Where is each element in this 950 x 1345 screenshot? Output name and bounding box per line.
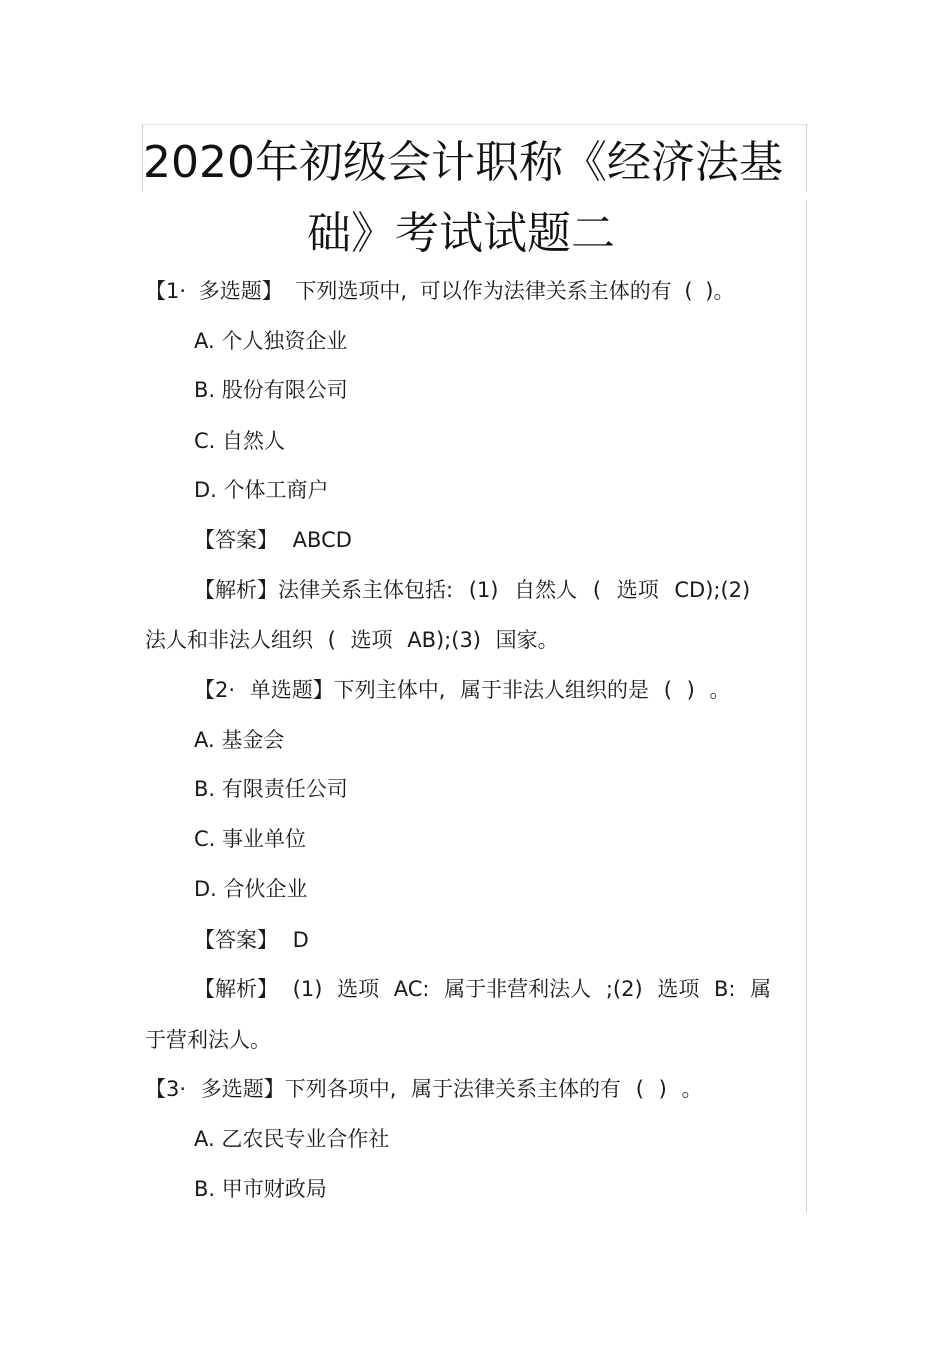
question-3-option-a: A. 乙农民专业合作社: [194, 1127, 390, 1151]
question-3-option-b: B. 甲市财政局: [194, 1177, 327, 1201]
question-2-answer: 【答案】 D: [194, 928, 309, 952]
question-2-analysis-line-2: 于营利法人。: [145, 1028, 271, 1052]
question-1-analysis-line-1: 【解析】法律关系主体包括: (1) 自然人 ( 选项 CD);(2): [194, 578, 751, 602]
question-1-option-d: D. 个体工商户: [194, 478, 329, 502]
question-2-option-b: B. 有限责任公司: [194, 777, 348, 801]
question-2-analysis-line-1: 【解析】 (1) 选项 AC: 属于非营利法人 ;(2) 选项 B: 属: [194, 977, 772, 1001]
document-title-line-2: 础》考试试题二: [307, 208, 615, 259]
question-1-option-c: C. 自然人: [194, 429, 286, 453]
question-2-option-a: A. 基金会: [194, 728, 285, 752]
question-1-option-b: B. 股份有限公司: [194, 378, 348, 402]
question-1-analysis-line-2: 法人和非法人组织 ( 选项 AB);(3) 国家。: [145, 628, 559, 652]
document-title-line-1: 2020年初级会计职称《经济法基: [143, 137, 783, 188]
question-1-answer: 【答案】 ABCD: [194, 528, 352, 552]
right-rule-upper: [806, 124, 807, 192]
right-rule-lower: [806, 200, 807, 1212]
question-2-stem: 【2· 单选题】下列主体中, 属于非法人组织的是 ( ) 。: [194, 678, 731, 702]
question-3-stem: 【3· 多选题】下列各项中, 属于法律关系主体的有 ( ) 。: [145, 1077, 703, 1101]
question-2-option-d: D. 合伙企业: [194, 877, 308, 901]
question-2-option-c: C. 事业单位: [194, 827, 307, 851]
question-1-stem: 【1· 多选题】 下列选项中, 可以作为法律关系主体的有 ( )。: [145, 279, 735, 303]
top-rule: [142, 124, 808, 125]
question-1-option-a: A. 个人独资企业: [194, 329, 348, 353]
